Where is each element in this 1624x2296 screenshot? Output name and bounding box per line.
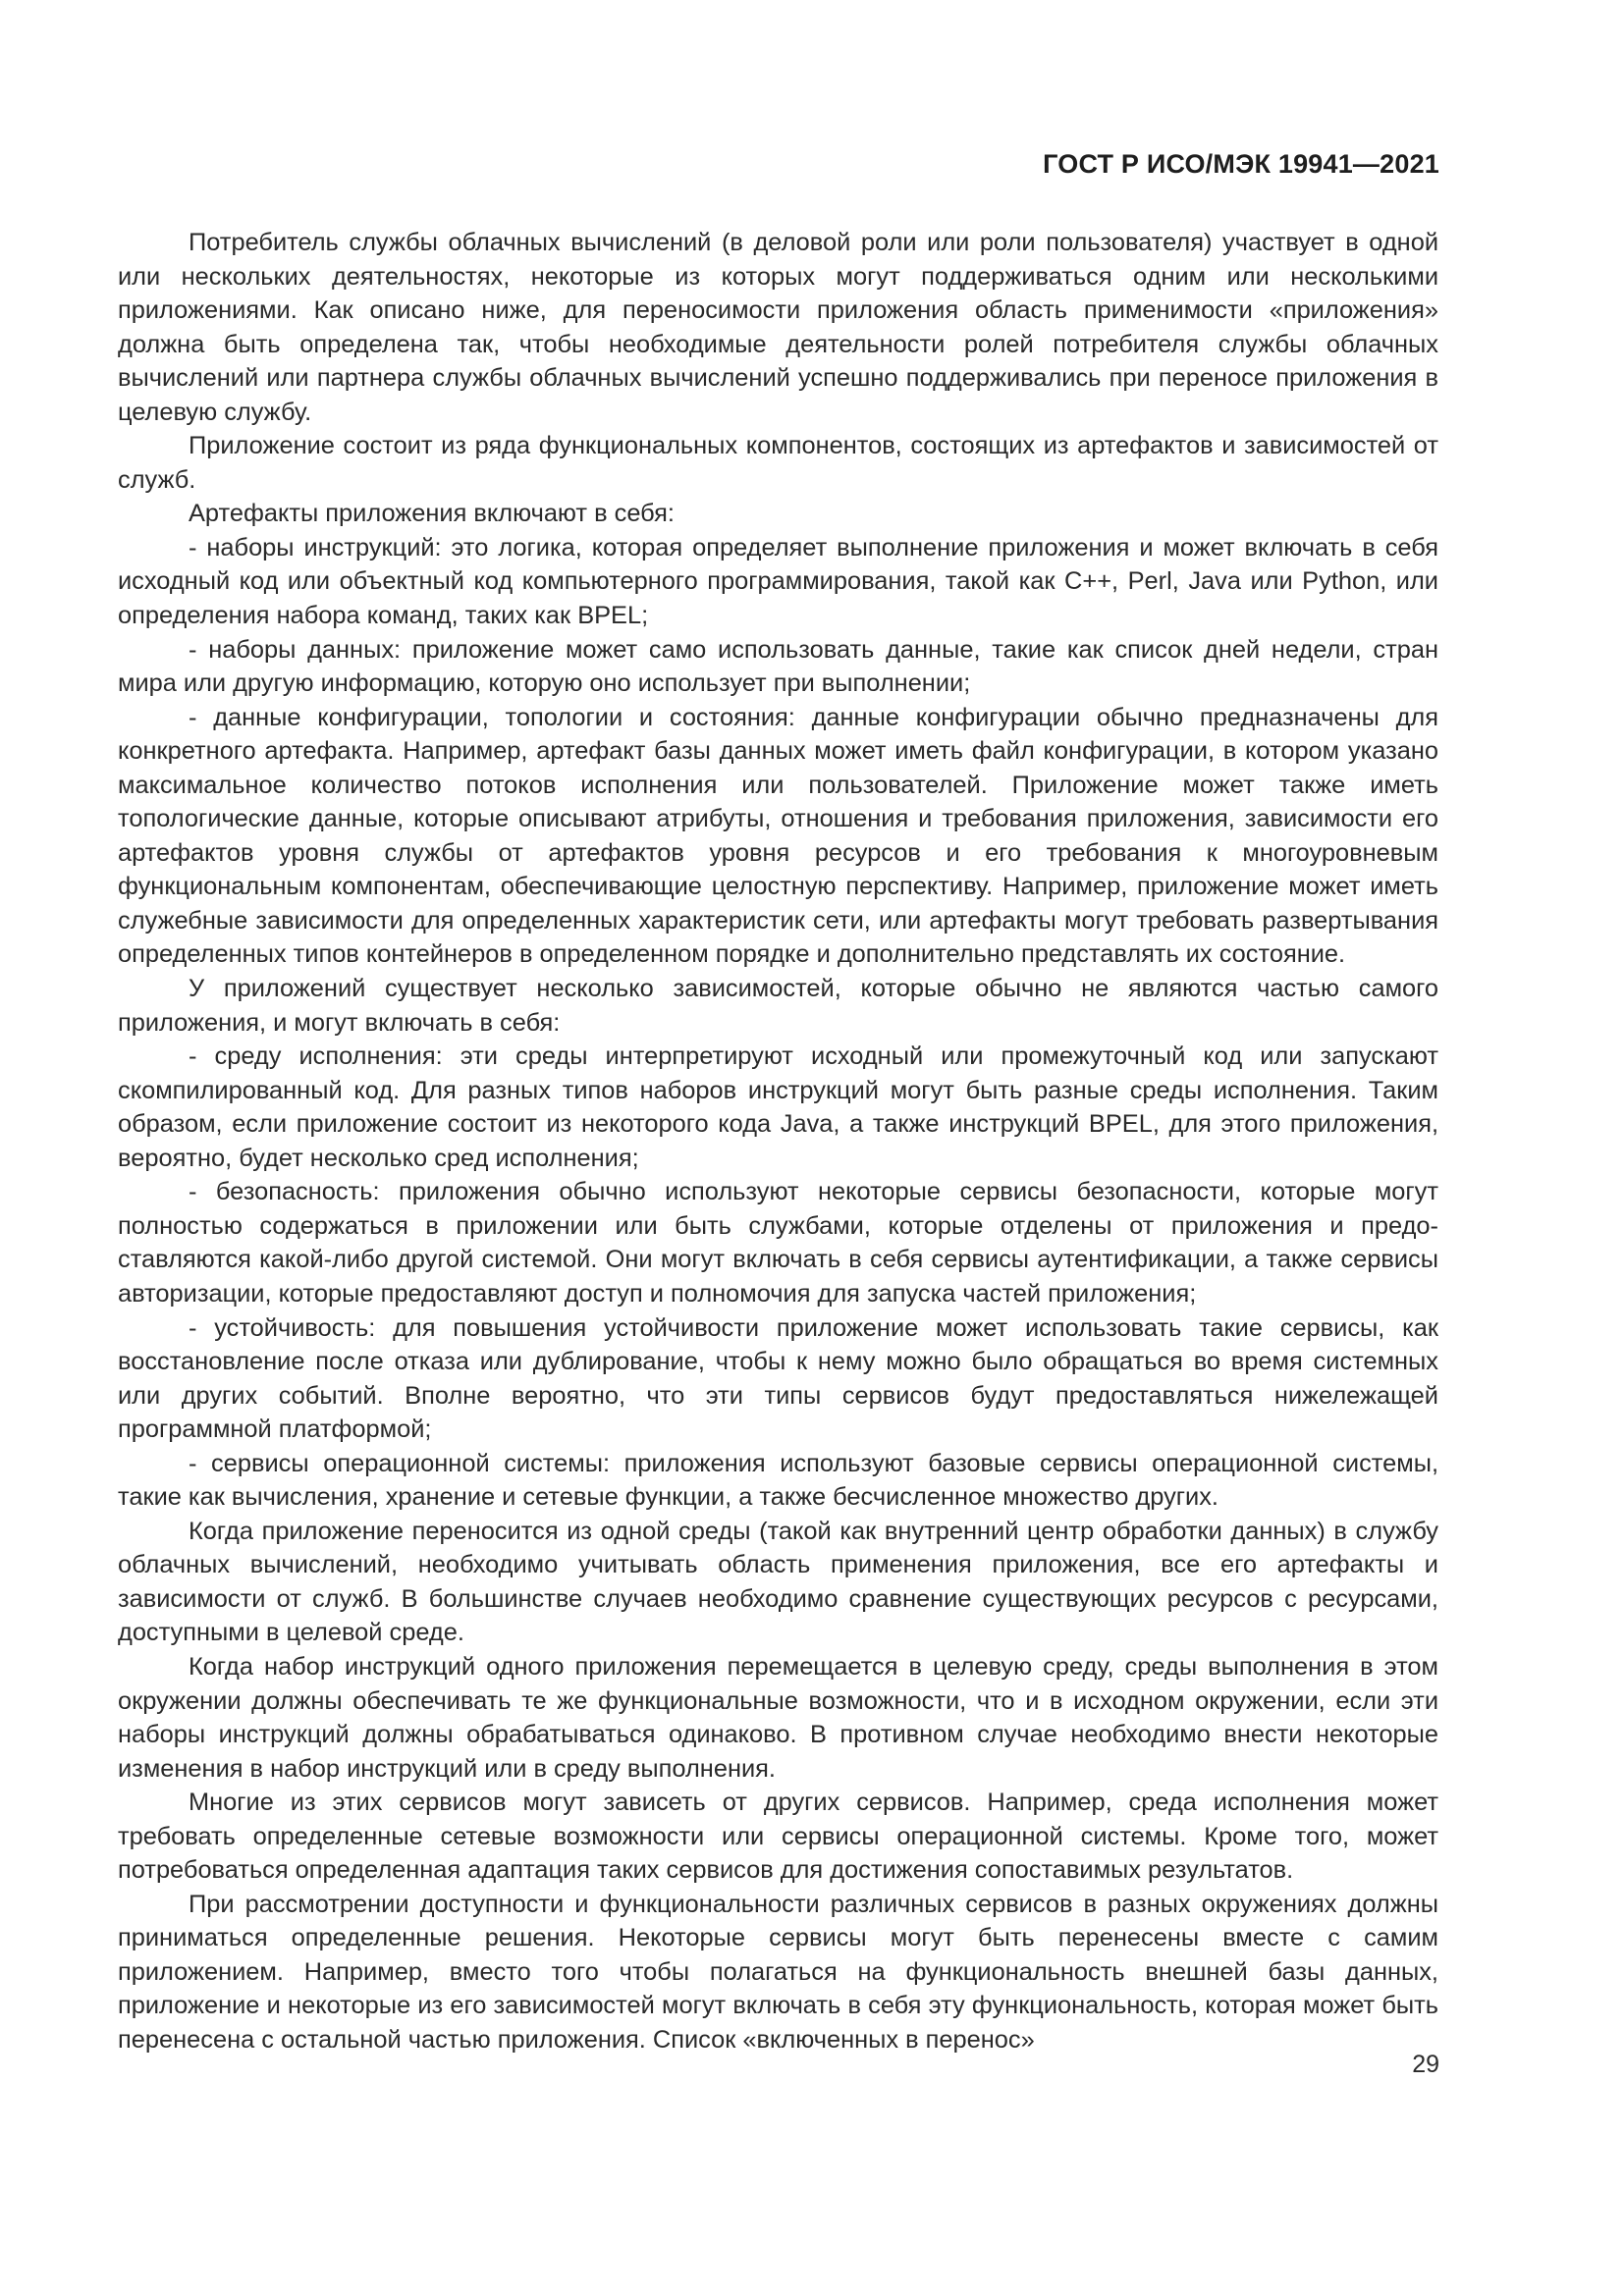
paragraph: Потребитель службы облачных вычислений (в деловой роли или роли пользователя) участвует в одной или нескольких деятельностях, некоторые из которых могут поддерживаться одним или несколькими приложениями. Как описано ниже, для переносимости приложения область применимости «приложения» должна быть определена так, чтобы необходимые деятельности ролей потребителя службы облачных вычислений или партнера службы облачных вычислений успешно поддерживались при переносе приложения в целевую службу. [118,229,1438,426]
paragraph: При рассмотрении доступности и функциональности различных сервисов в разных окружениях должны приниматься определенные решения. Некоторые сервисы могут быть перенесены вместе с самим приложением. Например, вместо того чтобы полагаться на функциональность внешней базы данных, приложение и некоторые из его зависимостей могут включать в себя эту функциональность, которая может быть перенесена с остальной частью приложения. Список «включенных в перенос» [118,1890,1438,2054]
list-item: - наборы инструкций: это логика, которая определяет выполнение приложения и может включать в себя исходный код или объектный код компьютерного программирования, такой как C++, Perl, Java или Python, или определения набора команд, таких как BPEL; [118,533,1438,630]
list-item: - наборы данных: приложение может само использовать данные, такие как список дней недели, стран мира или другую информацию, которую оно использует при выполнении; [118,635,1438,698]
paragraph: Артефакты приложения включают в себя: [189,500,675,528]
list-item: - устойчивость: для повышения устойчивости приложение может использовать такие сервисы, как восстановление после отказа или дублирование, чтобы к нему можно было обращаться во время системных или других событий. Вполне вероятно, что эти типы сервисов будут предоставляться нижележащей программной платформой; [118,1313,1438,1444]
paragraph: Многие из этих сервисов могут зависеть от других сервисов. Например, среда исполнения может требовать определенные сетевые возможности или сервисы операционной системы. Кроме того, может потребоваться определенная адаптация таких сервисов для достижения сопоставимых результатов. [118,1789,1438,1885]
document-header: ГОСТ Р ИСО/МЭК 19941—2021 [1043,149,1439,179]
paragraph: Когда приложение переносится из одной среды (такой как внутренний центр обработки данных) в службу облачных вычислений, необходимо учитывать область применения приложения, все его артефакты и зависимости от служб. В большинстве случаев необходимо сравнение существующих ресурсов с ресурсами, доступными в целевой среде. [118,1517,1438,1647]
paragraph: У приложений существует несколько зависимостей, которые обычно не являются частью самого приложения, и могут включать в себя: [118,975,1438,1037]
page-number: 29 [1412,2051,1439,2078]
list-item: - сервисы операционной системы: приложения используют базовые сервисы операционной системы, такие как вычисления, хранение и сетевые функции, а также бесчисленное множество других. [118,1449,1438,1512]
list-item: - безопасность: приложения обычно используют некоторые сервисы безопасности, которые могут полностью содержаться в приложении или быть службами, которые отделены от приложения и предоставляются какой-либо другой системой. Они могут включать в себя сервисы аутентификации, а также сервисы авторизации, которые предоставляют доступ и полномочия для запуска частей приложения; [118,1178,1438,1308]
body-text [118,226,1438,2057]
paragraph: Приложение состоит из ряда функциональных компонентов, состоящих из артефактов и зависимостей от служб. [118,432,1438,494]
paragraph: Когда набор инструкций одного приложения перемещается в целевую среду, среды выполнения в этом окружении должны обеспечивать те же функциональные возможности, что и в исходном окружении, если эти наборы инструкций должны обрабатываться одинаково. В противном случае необходимо внести некоторые изменения в набор инструкций или в среду выполнения. [118,1652,1438,1783]
list-item: - среду исполнения: эти среды интерпретируют исходный или промежуточный код или запускают скомпилированный код. Для разных типов наборов инструкций могут быть разные среды исполнения. Таким образом, если приложение состоит из некоторого кода Java, а также инструкций BPEL, для этого приложения, вероятно, будет несколько сред исполнения; [118,1042,1438,1172]
list-item: - данные конфигурации, топологии и состояния: данные конфигурации обычно предназначены для конкретного артефакта. Например, артефакт базы данных может иметь файл конфигурации, в котором указано максимальное количество потоков исполнения или пользователей. Приложение может также иметь топологические данные, которые описывают атрибуты, отношения и требования приложения, зависимости его артефактов уровня службы от артефактов уровня ресурсов и его требования к многоуровневым функциональным компонентам, обеспечивающие целостную перспективу. Например, приложение может иметь служебные зависимости для определенных характеристик сети, или артефакты могут требовать развертывания определенных типов контейнеров в определенном порядке и дополнительно представлять их состояние. [118,703,1438,969]
